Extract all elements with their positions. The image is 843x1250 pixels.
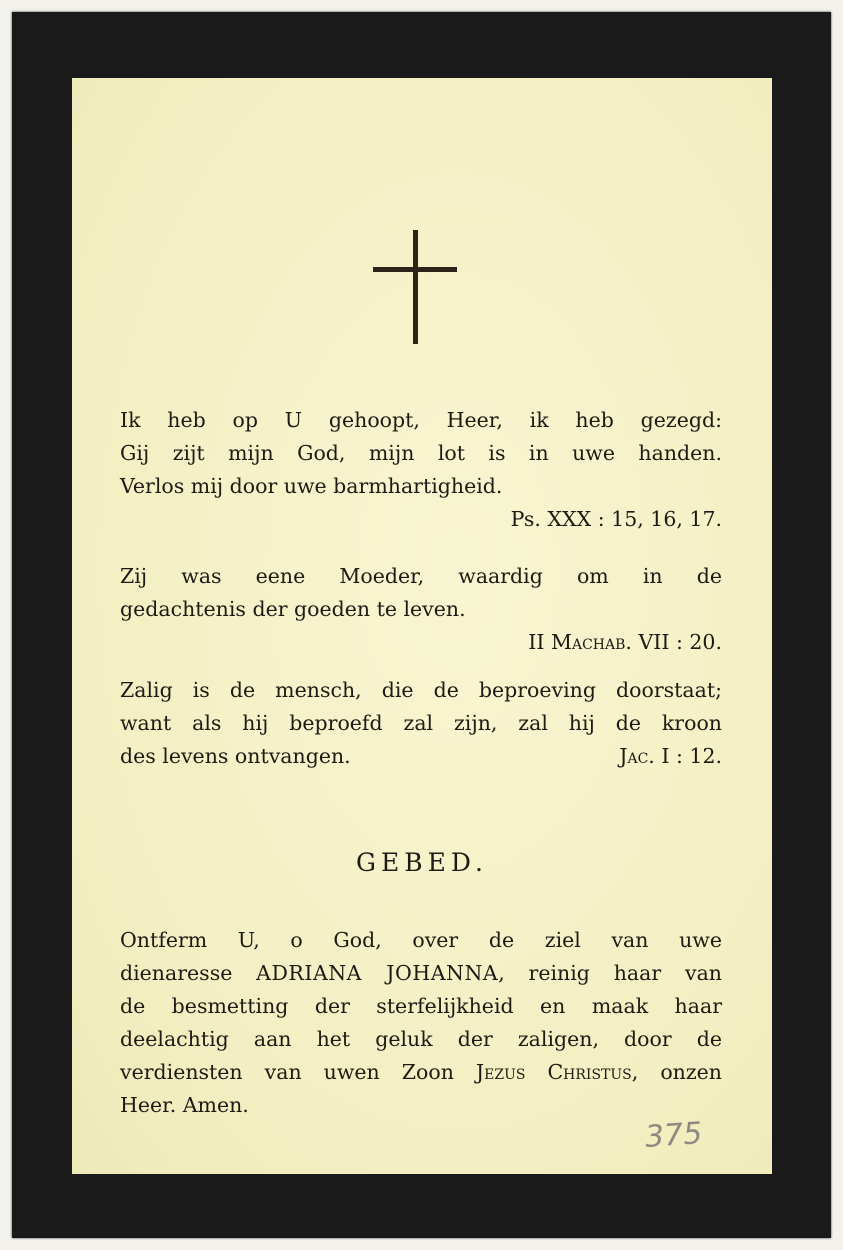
verse-reference: Ps. XXX : 15, 16, 17.: [510, 507, 722, 531]
verse-reference: Jac. I : 12.: [619, 744, 722, 768]
mourning-card: [12, 12, 831, 1238]
christ-name: Jezus Christus: [475, 1060, 632, 1084]
prayer-title: GEBED.: [356, 848, 488, 877]
prayer-line: deelachtig aan het geluk der zaligen, door de: [120, 1027, 722, 1051]
prayer-line: dienaresse ADRIANA JOHANNA, reinig haar van: [120, 961, 722, 985]
verse-line-with-reference: des levens ontvangen. Jac. I : 12.: [120, 740, 722, 773]
verse-line: gedachtenis der goeden te leven.: [120, 597, 466, 621]
verse-machabees: [120, 560, 722, 659]
verse-line: Gij zijt mijn God, mijn lot is in uwe handen.: [120, 441, 722, 465]
prayer-line: verdiensten van uwen Zoon Jezus Christus, onzen: [120, 1060, 722, 1084]
verse-reference: II Machab. VII : 20.: [528, 630, 722, 654]
verse-line: Zalig is de mensch, die de beproeving doorstaat;: [120, 678, 722, 702]
prayer-line: Ontferm U, o God, over de ziel van uwe: [120, 928, 722, 952]
verse-line: Verlos mij door uwe barmhartigheid.: [120, 474, 503, 498]
prayer-text: [120, 924, 722, 1122]
prayer-line: Heer. Amen.: [120, 1093, 249, 1117]
verse-james: [120, 674, 722, 773]
card-paper: [72, 78, 772, 1174]
verse-line: Ik heb op U gehoopt, Heer, ik heb gezegd:: [120, 408, 722, 432]
cross-icon: [373, 230, 459, 346]
verse-psalm: [120, 404, 722, 536]
verse-line: want als hij beproefd zal zijn, zal hij de kroon: [120, 711, 722, 735]
verse-line: Zij was eene Moeder, waardig om in de: [120, 564, 722, 588]
deceased-name: ADRIANA JOHANNA: [256, 961, 499, 985]
pencil-annotation: 375: [643, 1116, 704, 1155]
prayer-line: de besmetting der sterfelijkheid en maak haar: [120, 994, 722, 1018]
